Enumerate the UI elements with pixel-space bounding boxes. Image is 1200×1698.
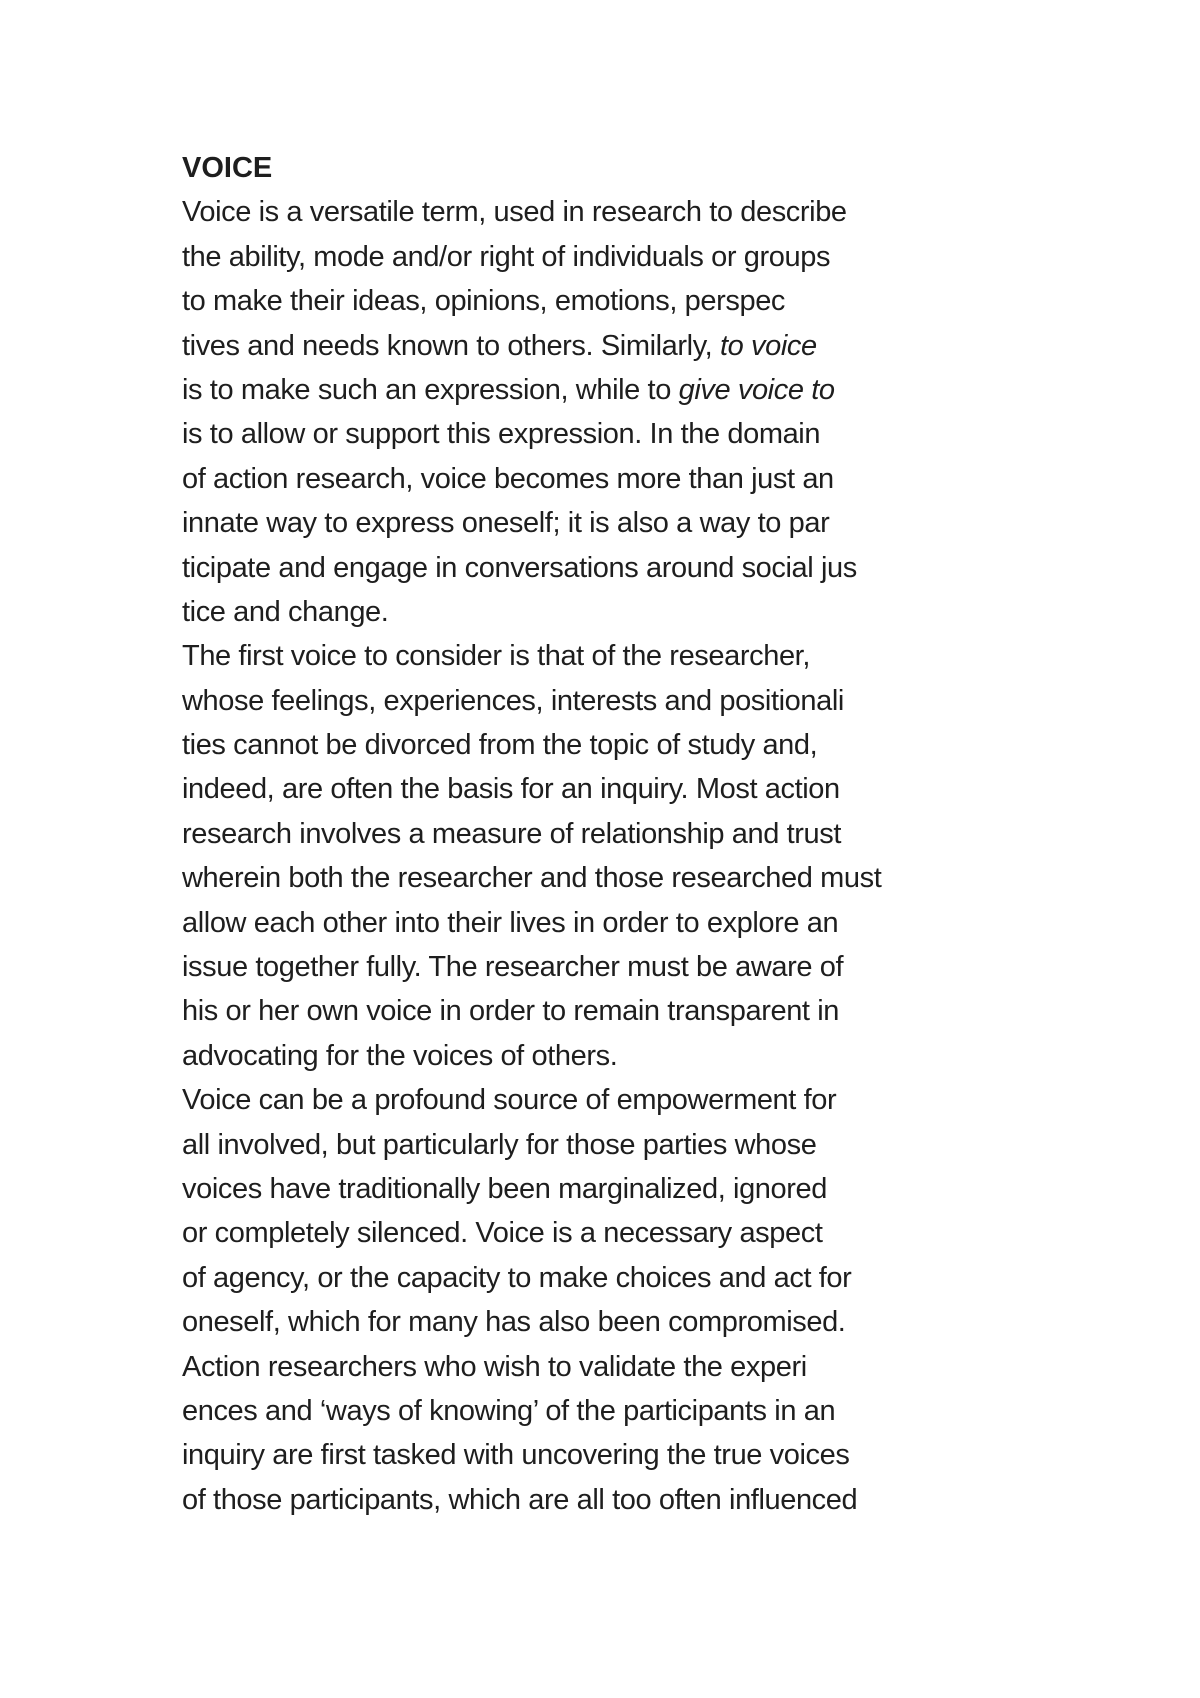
- section-heading: VOICE: [182, 152, 273, 184]
- text-run: oneself, which for many has also been compromised.: [182, 1306, 846, 1339]
- text-line: [182, 412, 1162, 456]
- text-line: [182, 1256, 1162, 1300]
- text-run: is to allow or support this expression. In the domain: [182, 418, 821, 451]
- text-run: Action researchers who wish to validate the experi: [182, 1350, 807, 1383]
- text-line: [182, 190, 1162, 234]
- text-run: Voice can be a profound source of empowerment for: [182, 1084, 837, 1117]
- text-run: whose feelings, experiences, interests and positionali: [182, 684, 844, 717]
- text-line: [182, 546, 1162, 590]
- text-run: tives and needs known to others. Similarly,: [182, 329, 720, 362]
- text-run: his or her own voice in order to remain transparent in: [182, 995, 840, 1028]
- text-line: [182, 590, 1162, 634]
- text-line: [182, 812, 1162, 856]
- text-run: or completely silenced. Voice is a necessary aspect: [182, 1217, 823, 1250]
- text-run: advocating for the voices of others.: [182, 1039, 618, 1072]
- text-line: [182, 1389, 1162, 1433]
- text-run: is to make such an expression, while to: [182, 373, 679, 406]
- text-line: [182, 1300, 1162, 1344]
- italic-phrase: give voice to: [678, 373, 835, 406]
- text-run: all involved, but particularly for those parties whose: [182, 1128, 817, 1161]
- text-run: issue together fully. The researcher must be aware of: [182, 951, 844, 984]
- body-text: [182, 190, 1162, 1522]
- text-line: [182, 767, 1162, 811]
- text-run: The first voice to consider is that of the researcher,: [182, 640, 810, 673]
- text-run: ticipate and engage in conversations around social jus: [182, 551, 857, 584]
- text-run: allow each other into their lives in order to explore an: [182, 906, 839, 939]
- text-line: [182, 235, 1162, 279]
- text-run: the ability, mode and/or right of individuals or groups: [182, 240, 831, 273]
- text-line: [182, 723, 1162, 767]
- text-line: [182, 901, 1162, 945]
- text-line: [182, 1345, 1162, 1389]
- text-run: voices have traditionally been marginalized, ignored: [182, 1172, 827, 1205]
- text-run: of action research, voice becomes more than just an: [182, 462, 834, 495]
- text-run: ties cannot be divorced from the topic of study and,: [182, 729, 818, 762]
- text-run: tice and change.: [182, 595, 389, 628]
- text-run: wherein both the researcher and those researched must: [182, 862, 882, 895]
- text-run: research involves a measure of relationship and trust: [182, 817, 842, 850]
- text-run: ences and ‘ways of knowing’ of the participants in an: [182, 1394, 836, 1427]
- text-line: [182, 1211, 1162, 1255]
- text-line: [182, 856, 1162, 900]
- text-run: inquiry are first tasked with uncovering the true voices: [182, 1439, 850, 1472]
- text-line: [182, 368, 1162, 412]
- text-run: of agency, or the capacity to make choices and act for: [182, 1261, 852, 1294]
- text-run: innate way to express oneself; it is also a way to par: [182, 507, 830, 540]
- text-line: [182, 1478, 1162, 1522]
- text-line: [182, 1123, 1162, 1167]
- text-line: [182, 1433, 1162, 1477]
- text-run: of those participants, which are all too often influenced: [182, 1483, 858, 1516]
- text-line: [182, 279, 1162, 323]
- text-run: Voice is a versatile term, used in research to describe: [182, 196, 847, 229]
- italic-phrase: to voice: [719, 329, 817, 362]
- text-line: [182, 1167, 1162, 1211]
- text-line: [182, 1078, 1162, 1122]
- text-line: [182, 989, 1162, 1033]
- text-run: indeed, are often the basis for an inquiry. Most action: [182, 773, 840, 806]
- text-line: [182, 945, 1162, 989]
- text-line: [182, 1034, 1162, 1078]
- document-page: [182, 146, 1162, 1522]
- text-run: to make their ideas, opinions, emotions, perspec: [182, 285, 786, 318]
- text-line: [182, 324, 1162, 368]
- text-line: [182, 679, 1162, 723]
- text-line: [182, 457, 1162, 501]
- text-line: [182, 634, 1162, 678]
- text-line: [182, 501, 1162, 545]
